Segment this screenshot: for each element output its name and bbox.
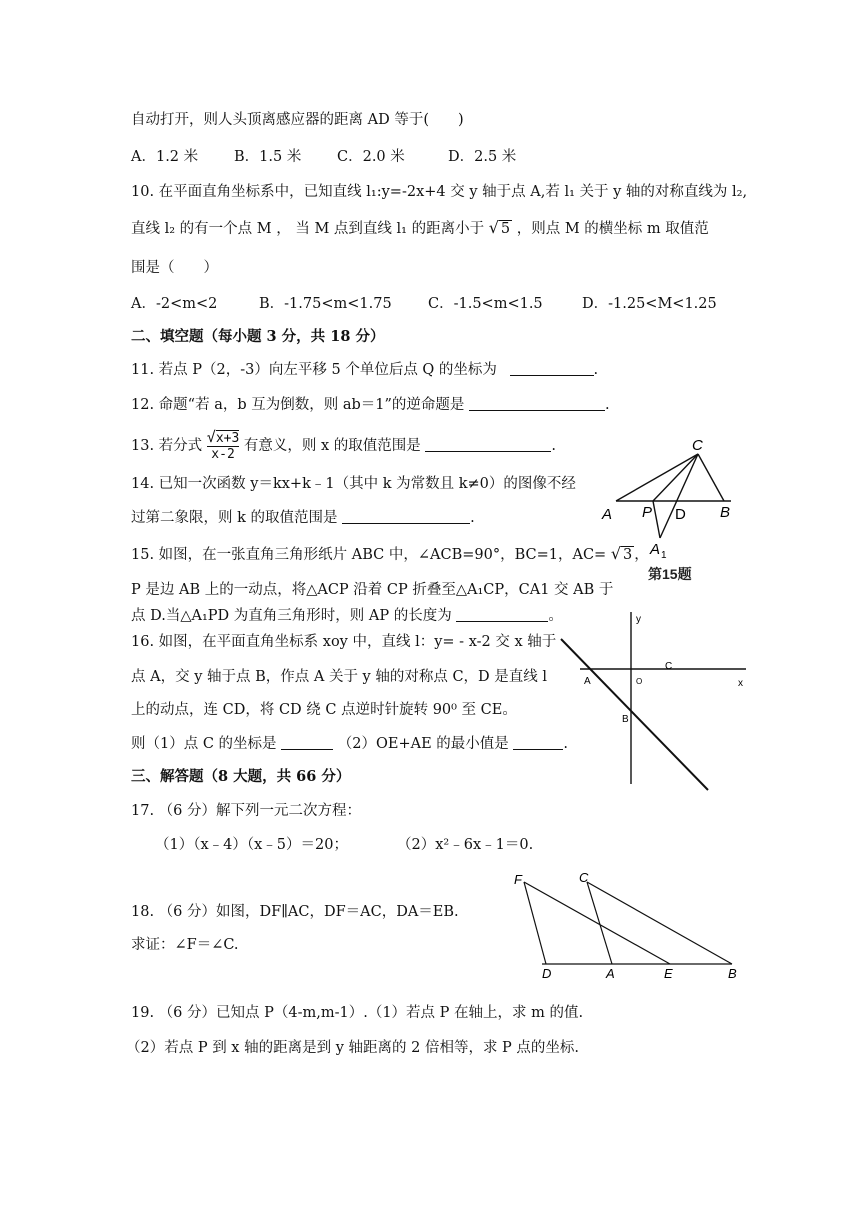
q14-answer-blank[interactable] xyxy=(342,509,470,524)
section-2-heading: 二、填空题（每小题 3 分，共 18 分） xyxy=(131,328,385,345)
fig18-label-d: D xyxy=(542,966,552,981)
q17-part-1: （1）（x﹣4）（x﹣5）＝20； xyxy=(155,837,348,853)
q13-text-post: 有意义，则 x 的取值范围是 xyxy=(243,438,421,454)
q11: 11. 若点 P（2，-3）向左平移 5 个单位后点 Q 的坐标为 . xyxy=(131,362,599,378)
sqrt-3: √ 3 xyxy=(610,544,633,563)
section-3-heading: 三、解答题（8 大题，共 66 分） xyxy=(131,768,351,785)
q11-answer-blank[interactable] xyxy=(510,361,594,376)
fig15-segment-bc xyxy=(698,454,724,501)
q15-text-c: 点 D.当△A₁PD 为直角三角形时，则 AP 的长度为 xyxy=(131,608,452,624)
figure-15 xyxy=(596,435,746,585)
q13-fraction: $\frac{√x+3}{x-2}$ xyxy=(206,428,240,462)
fig18-label-a: A xyxy=(606,966,615,981)
figure-18 xyxy=(506,868,750,982)
fig16-label-y: y xyxy=(636,614,641,625)
q16-answer-blank-2[interactable] xyxy=(513,735,563,750)
sqrt-5: √ 5 xyxy=(488,218,511,237)
q11-text: 11. 若点 P（2，-3）向左平移 5 个单位后点 Q 的坐标为 xyxy=(131,362,497,378)
q12-answer-blank[interactable] xyxy=(469,396,605,411)
fig15-label-c: C xyxy=(692,437,703,454)
fig15-segment-cp xyxy=(653,454,698,501)
q12: 12. 命题“若 a，b 互为倒数，则 ab＝1”的逆命题是 . xyxy=(131,397,610,413)
fig15-label-a1-sub: 1 xyxy=(661,550,667,561)
fig18-segment-fd xyxy=(524,882,546,964)
q16-line-4: 则（1）点 C 的坐标是 （2）OE+AE 的最小值是 . xyxy=(131,736,568,752)
fig15-segment-pa1 xyxy=(653,501,660,538)
q13-answer-blank[interactable] xyxy=(425,437,551,452)
q10-option-b[interactable]: B．-1.75<m<1.75 xyxy=(259,296,392,312)
q10-options xyxy=(131,294,717,314)
q10-option-d[interactable]: D．-1.25<M<1.25 xyxy=(582,296,717,312)
q13-text-pre: 13. 若分式 xyxy=(131,438,203,454)
fig16-label-x: x xyxy=(738,678,743,689)
q14-line-1: 14. 已知一次函数 y＝kx+k﹣1（其中 k 为常数且 k≠0）的图像不经 xyxy=(131,476,576,492)
fig16-label-b: B xyxy=(622,714,629,725)
q9-options xyxy=(131,147,517,167)
q14-line-2: 过第二象限，则 k 的取值范围是 . xyxy=(131,510,475,526)
q10-line-2 xyxy=(131,218,709,239)
fig18-label-b: B xyxy=(728,966,737,981)
q16-text-d2: （2）OE+AE 的最小值是 xyxy=(337,736,509,752)
fig18-label-e: E xyxy=(664,966,673,981)
fig15-caption: 第15题 xyxy=(648,566,692,582)
q17: 17. （6 分）解下列一元二次方程： xyxy=(131,803,362,819)
fig18-segment-fe xyxy=(524,882,670,964)
q19-line-2: （2）若点 P 到 x 轴的距离是到 y 轴距离的 2 倍相等，求 P 点的坐标. xyxy=(126,1040,580,1056)
q15-answer-blank[interactable] xyxy=(456,607,548,622)
q15-line-1: 15. 如图，在一张直角三角形纸片 ABC 中，∠ACB=90°，BC=1，AC= √ 3 ， xyxy=(131,544,649,563)
q16-answer-blank-1[interactable] xyxy=(281,735,333,750)
q10-line-2a: 直线 l₂ 的有一个点 M ， 当 M 点到直线 l₁ 的距离小于 xyxy=(131,221,485,237)
fig15-label-a: A xyxy=(602,506,613,523)
q19-line-1: 19. （6 分）已知点 P（4-m,m-1）.（1）若点 P 在轴上，求 m 的值. xyxy=(131,1005,584,1021)
fig16-label-o: O xyxy=(636,677,643,686)
fig16-label-a: A xyxy=(584,676,591,687)
q10-line-3: 围是（ ） xyxy=(131,260,218,276)
fig15-label-d: D xyxy=(675,506,686,523)
q12-text: 12. 命题“若 a，b 互为倒数，则 ab＝1”的逆命题是 xyxy=(131,397,465,413)
q16-line-3: 上的动点，连 CD，将 CD 绕 C 点逆时针旋转 90⁰ 至 CE。 xyxy=(131,702,517,718)
fig16-label-c: C xyxy=(665,661,673,672)
q15-line-2: P 是边 AB 上的一动点，将△ACP 沿着 CP 折叠至△A₁CP，CA1 交 AB 于 xyxy=(131,582,614,598)
q17-part-2: （2）x²﹣6x﹣1＝0. xyxy=(397,837,534,853)
q9-stem-end: 自动打开，则人头顶离感应器的距离 AD 等于( ) xyxy=(131,112,464,128)
q15-text-a: 15. 如图，在一张直角三角形纸片 ABC 中，∠ACB=90°，BC=1，AC= xyxy=(131,547,607,563)
q10-option-c[interactable]: C．-1.5<m<1.5 xyxy=(428,296,543,312)
q13: 13. 若分式 $\frac{√x+3}{x-2}$ 有意义，则 x 的取值范围是 . xyxy=(131,428,557,462)
q18-line-1: 18. （6 分）如图，DF∥AC，DF＝AC，DA＝EB. xyxy=(131,904,459,920)
q16-text-d1: 则（1）点 C 的坐标是 xyxy=(131,736,277,752)
fig15-segment-ac xyxy=(616,454,698,501)
q10-option-a[interactable]: A．-2<m<2 xyxy=(131,296,218,312)
q9-option-c[interactable]: C．2.0 米 xyxy=(337,149,405,165)
q10-line-2b: ，则点 M 的横坐标 m 取值范 xyxy=(516,221,709,237)
q16-line-1: 16. 如图，在平面直角坐标系 xoy 中，直线 l：y= - x-2 交 x 轴于 xyxy=(131,634,557,650)
fig16-line-l xyxy=(561,639,708,790)
q15-line-3: 点 D.当△A₁PD 为直角三角形时，则 AP 的长度为 。 xyxy=(131,608,563,624)
fig15-label-a1: A xyxy=(650,541,661,558)
fig18-label-f: F xyxy=(514,872,522,887)
fig15-segment-ca1 xyxy=(660,454,698,538)
q14-text: 过第二象限，则 k 的取值范围是 xyxy=(131,510,338,526)
q16-line-2: 点 A，交 y 轴于点 B，作点 A 关于 y 轴的对称点 C，D 是直线 l xyxy=(131,669,548,685)
q18-line-2: 求证：∠F＝∠C. xyxy=(131,937,239,953)
fig15-label-p: P xyxy=(642,504,653,521)
fig18-label-c: C xyxy=(579,870,589,885)
figure-16 xyxy=(558,608,758,794)
q10-line-1: 10. 在平面直角坐标系中，已知直线 l₁:y=-2x+4 交 y 轴于点 A,若 l₁ 关于 y 轴的对称直线为 l₂, xyxy=(131,184,748,200)
q9-option-d[interactable]: D．2.5 米 xyxy=(448,149,517,165)
q9-option-b[interactable]: B．1.5 米 xyxy=(234,149,302,165)
fig15-label-b: B xyxy=(720,504,731,521)
q9-option-a[interactable]: A．1.2 米 xyxy=(131,149,199,165)
